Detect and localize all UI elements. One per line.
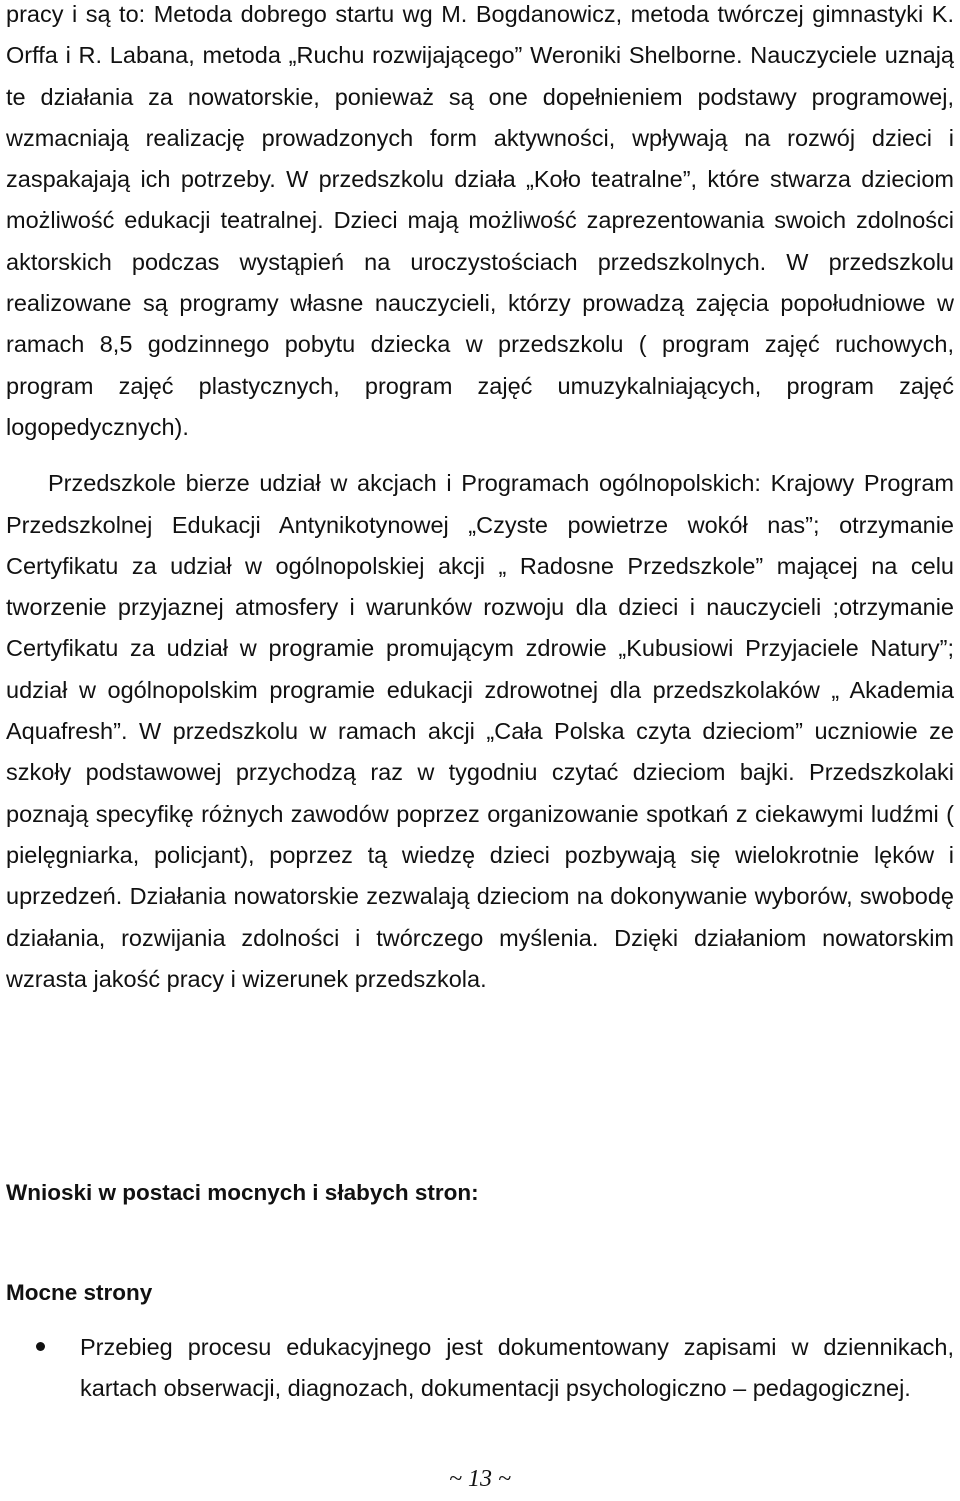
list-item-text: Przebieg procesu edukacyjnego jest dokumentowany zapisami w dziennikach, kartach obserwacji, diagnozach, dokumentacji psychologiczno – pedagogicznej. [80,1334,954,1402]
section-heading: Wnioski w postaci mocnych i słabych stron: [6,1180,479,1205]
page-number: ~ 13 ~ [449,1466,511,1492]
document-body [6,0,954,1000]
paragraph-1: pracy i są to: Metoda dobrego startu wg M. Bogdanowicz, metoda twórczej gimnastyki K. Orffa i R. Labana, metoda „Ruchu rozwijającego” Weroniki Shelborne. Nauczyciele uznają te działania za nowatorskie, ponieważ są one dopełnieniem podstawy programowej, wzmacniają realizację prowadzonych form aktywności, wpływają na rozwój dzieci i zaspakajają ich potrzeby. W przedszkolu działa „Koło teatralne”, które stwarza dzieciom możliwość edukacji teatralnej. Dzieci mają możliwość zaprezentowania swoich zdolności aktorskich podczas wystąpień na uroczystościach przedszkolnych. W przedszkolu realizowane są programy własne nauczycieli, którzy prowadzą zajęcia popołudniowe w ramach 8,5 godzinnego pobytu dziecka w przedszkolu ( program zajęć ruchowych, program zajęć plastycznych, program zajęć umuzykalniających, program zajęć logopedycznych). [6,1,954,440]
strengths-list [6,1327,954,1410]
subsection-heading: Mocne strony [6,1280,153,1305]
list-item [6,1327,954,1410]
paragraph-2: Przedszkole bierze udział w akcjach i Programach ogólnopolskich: Krajowy Program Przedszkolnej Edukacji Antynikotynowej „Czyste powietrze wokół nas”; otrzymanie Certyfikatu za udział w ogólnopolskiej akcji „ Radosne Przedszkole” mającej na celu tworzenie przyjaznej atmosfery i warunków rozwoju dla dzieci i nauczycieli ;otrzymanie Certyfikatu za udział w programie promującym zdrowie „Kubusiowi Przyjaciele Natury”; udział w ogólnopolskim programie edukacji zdrowotnej dla przedszkolaków „ Akademia Aquafresh”. W przedszkolu w ramach akcji „Cała Polska czyta dzieciom” uczniowie ze szkoły podstawowej przychodzą raz w tygodniu czytać dzieciom bajki. Przedszkolaki poznają specyfikę różnych zawodów poprzez organizowanie spotkań z ciekawymi ludźmi ( pielęgniarka, policjant), poprzez tą wiedzę dzieci pozbywają się wielokrotnie lęków i uprzedzeń. Działania nowatorskie zezwalają dzieciom na dokonywanie wyborów, swobodę działania, rozwijania zdolności i twórczego myślenia. Dzięki działaniom nowatorskim wzrasta jakość pracy i wizerunek przedszkola. [6,470,954,992]
bullet-icon [36,1342,45,1351]
